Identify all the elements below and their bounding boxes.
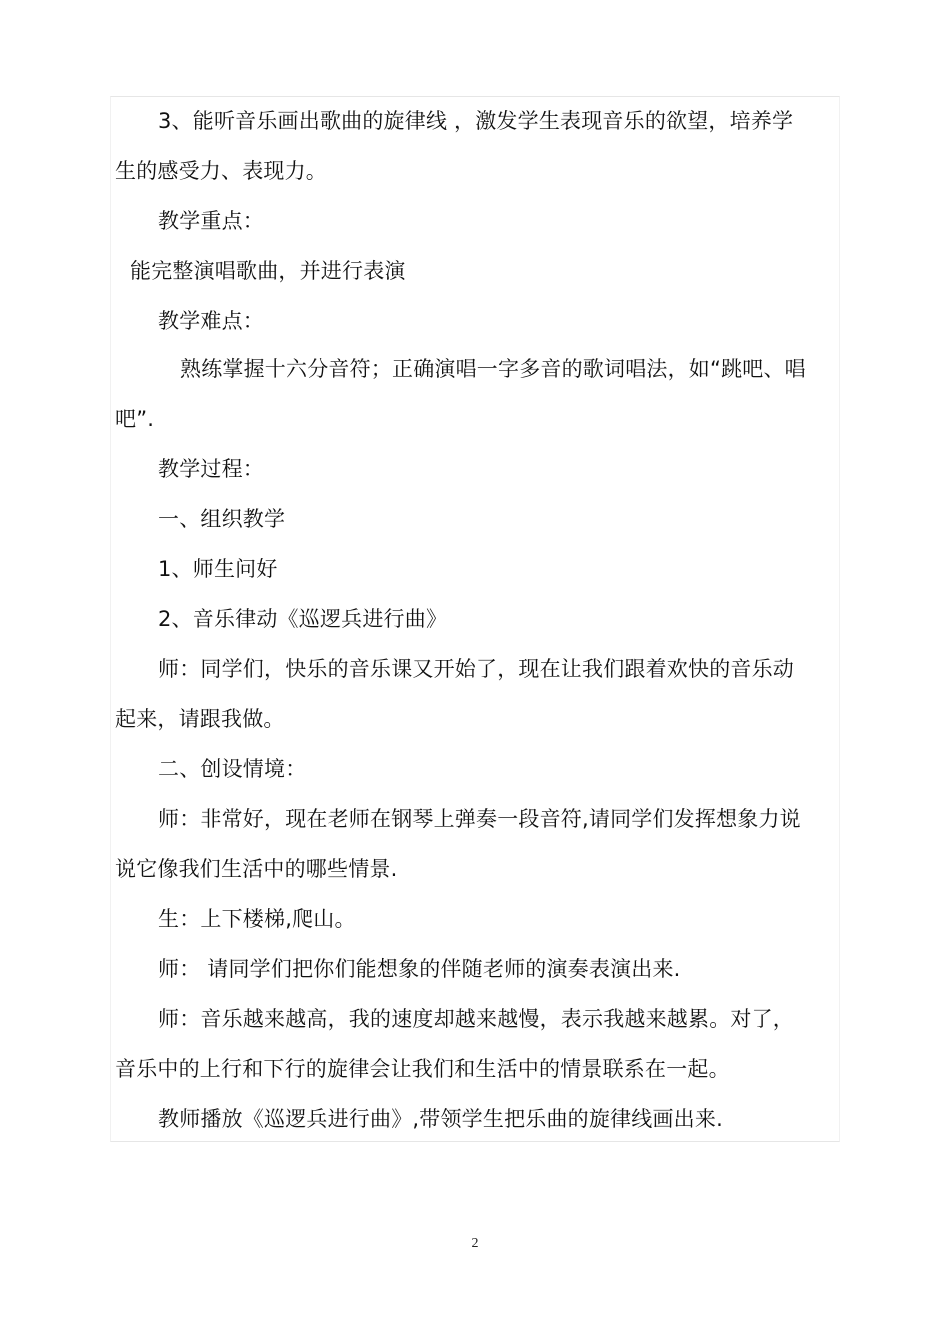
section-2-heading: 二、创设情境： [158,757,307,781]
process-heading: 教学过程： [158,457,264,481]
teacher-plays-music: 教师播放《巡逻兵进行曲》,带领学生把乐曲的旋律线画出来. [158,1107,723,1131]
teacher-speech-2-line-1: 师：非常好，现在老师在钢琴上弹奏一段音符,请同学们发挥想象力说 [158,807,801,831]
teacher-speech-4-line-1: 师：音乐越来越高，我的速度却越来越慢，表示我越来越累。对了， [158,1007,794,1031]
key-points-text: 能完整演唱歌曲，并进行表演 [130,259,406,283]
teacher-speech-4-line-2: 音乐中的上行和下行的旋律会让我们和生活中的情景联系在一起。 [115,1057,730,1081]
key-points-heading: 教学重点： [158,209,264,233]
step-1-greeting: 1、师生问好 [158,557,278,581]
section-1-heading: 一、组织教学 [158,507,286,531]
difficulties-heading: 教学难点： [158,309,264,333]
teacher-speech-1-line-1: 师：同学们，快乐的音乐课又开始了，现在让我们跟着欢快的音乐动 [158,657,794,681]
page-number: 2 [471,1236,479,1251]
teacher-speech-2-line-2: 说它像我们生活中的哪些情景. [115,857,398,881]
objective-3-line-1: 3、能听音乐画出歌曲的旋律线 ，激发学生表现音乐的欲望，培养学 [158,109,794,133]
difficulties-text-line-2: 吧”. [115,407,155,431]
objective-3-line-2: 生的感受力、表现力。 [115,159,327,183]
teacher-speech-1-line-2: 起来，请跟我做。 [115,707,285,731]
teacher-speech-3: 师： 请同学们把你们能想象的伴随老师的演奏表演出来. [158,957,681,981]
student-reply: 生：上下楼梯,爬山。 [158,907,356,931]
difficulties-text-line-1: 熟练掌握十六分音符；正确演唱一字多音的歌词唱法，如“跳吧、唱 [180,357,806,381]
step-2-rhythm: 2、音乐律动《巡逻兵进行曲》 [158,607,448,631]
